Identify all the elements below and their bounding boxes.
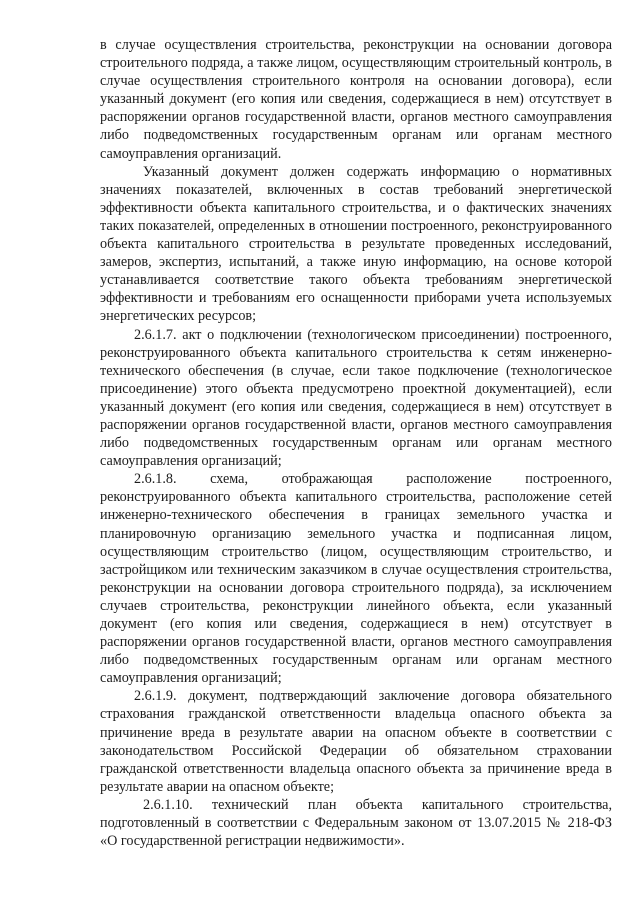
paragraph-2-6-1-8: 2.6.1.8. схема, отображающая расположение построенного, реконструированного объекта капитального строительства, расположение сетей инженерно-технического обеспечения в границах земельного участка и планировочную организацию земельного участка и подписанная лицом, осуществляющим строительство (лицом, осуществляющим строительство, и застройщиком или техническим заказчиком в случае осуществления строительства, реконструкции на основании договора строительного подряда), за исключением случаев строительства, реконструкции линейного объекта, если указанный документ (его копия или сведения, содержащиеся в нем) отсутствует в распоряжении органов государственной власти, органов местного самоуправления либо подведомственных государственным органам или органам местного самоуправления организаций; xyxy=(100,471,612,687)
paragraph-2-6-1-9: 2.6.1.9. документ, подтверждающий заключение договора обязательного страхования гражданской ответственности владельца опасного объекта за причинение вреда в результате аварии на опасном объекте в соответствии с законодательством Российской Федерации об обязательном страховании гражданской ответственности владельца опасного объекта за причинение вреда в результате аварии на опасном объекте; xyxy=(100,688,612,795)
paragraph-continuation: в случае осуществления строительства, реконструкции на основании договора строительного подряда, а также лицом, осуществляющим строительный контроль, в случае осуществления строительного контроля на основании договора), если указанный документ (его копия или сведения, содержащиеся в нем) отсутствует в распоряжении органов государственной власти, органов местного самоуправления либо подведомственных государственным органам или органам местного самоуправления организаций. xyxy=(100,37,612,162)
document-body xyxy=(100,36,612,850)
paragraph-document-content: Указанный документ должен содержать информацию о нормативных значениях показателей, включенных в состав требований энергетической эффективности объекта капитального строительства, и о фактических значениях таких показателей, определенных в отношении построенного, реконструированного объекта капитального строительства в результате проведенных исследований, замеров, экспертиз, испытаний, а также иную информацию, на основе которой устанавливается соответствие такого объекта требованиям энергетической эффективности и требованиям его оснащенности приборами учета используемых энергетических ресурсов; xyxy=(100,163,612,325)
paragraph-2-6-1-7: 2.6.1.7. акт о подключении (технологическом присоединении) построенного, реконструированного объекта капитального строительства к сетям инженерно-технического обеспечения (в случае, если такое подключение (технологическое присоединение) этого объекта предусмотрено проектной документацией), если указанный документ (его копия или сведения, содержащиеся в нем) отсутствует в распоряжении органов государственной власти, органов местного самоуправления либо подведомственных государственным органам или органам местного самоуправления организаций; xyxy=(100,326,612,470)
paragraph-2-6-1-10: 2.6.1.10. технический план объекта капитального строительства, подготовленный в соответствии с Федеральным законом от 13.07.2015 № 218-ФЗ «О государственной регистрации недвижимости». xyxy=(100,796,612,850)
